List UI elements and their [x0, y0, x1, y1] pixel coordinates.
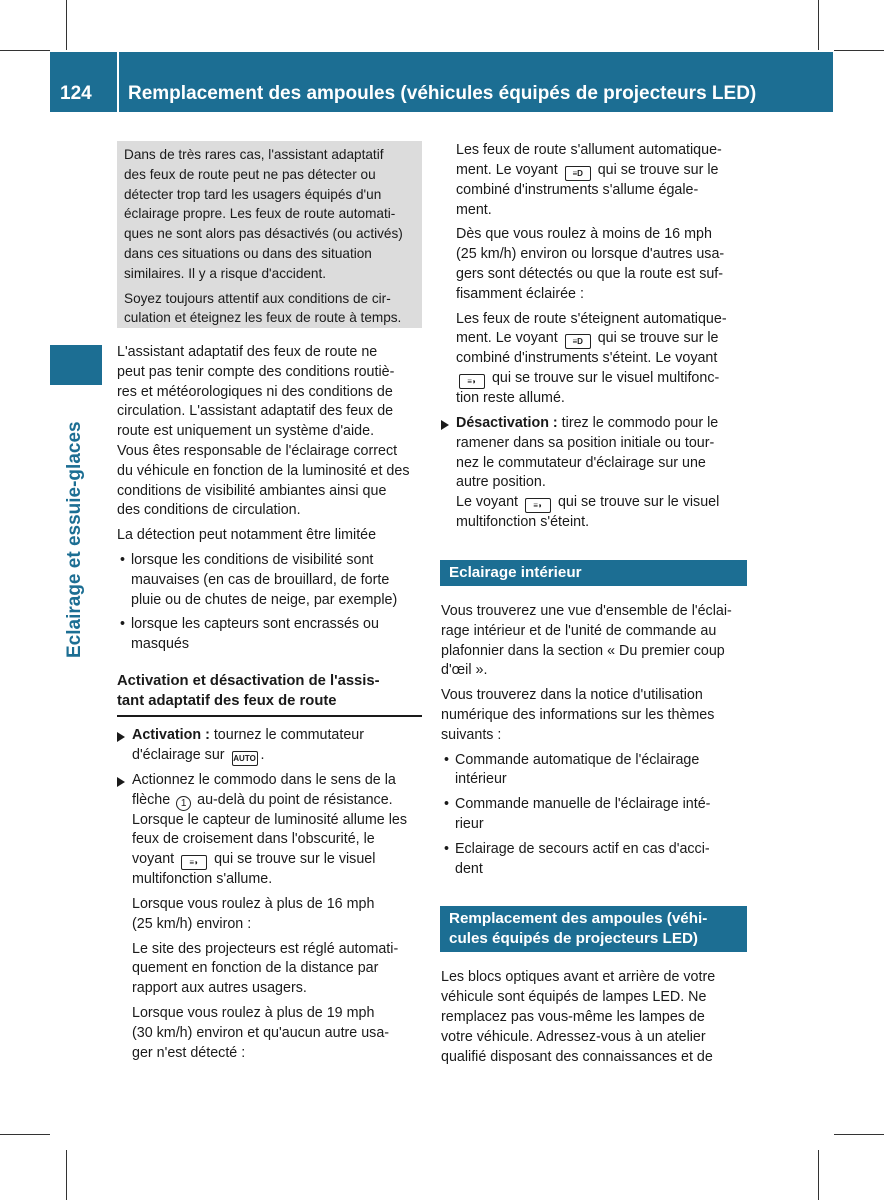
crop-mark — [834, 1134, 884, 1135]
crop-mark — [834, 50, 884, 51]
auto-symbol-icon: AUTO — [232, 751, 258, 766]
paragraph: Lorsque vous roulez à plus de 19 mph (30 km/h) environ et qu'aucun autre usa- ger n'est détecté : — [132, 1004, 390, 1061]
crop-mark — [0, 1134, 50, 1135]
warning-paragraph: Dans de très rares cas, l'assistant adaptatif des feux de route peut ne pas détecter ou détecter trop tard les usagers équipés d'un éclairage propre. Les feux de route automati- ques ne sont alors pas désactivés (ou activés) dans ces situations ou dans des situation similaires. Il y a risque d'accident. — [124, 147, 403, 281]
list-item: • Commande manuelle de l'éclairage inté- rieur — [441, 795, 747, 835]
headlamp-assist-indicator-icon: ≡◗ — [525, 498, 551, 513]
header-divider — [117, 52, 119, 112]
paragraph: L'assistant adaptatif des feux de route ne peut pas tenir compte des conditions routiè- res et météorologiques ni des conditions de circulation. L'assistant adaptatif des feux de route est uniquement un système d'aide. Vous êtes responsable de l'éclairage correct du véhicule en fonction de la luminosité et des conditions de visibilité ambiantes ainsi que des conditions de circulation. — [117, 344, 410, 519]
crop-mark — [818, 1150, 819, 1200]
paragraph: Les feux de route s'éteignent automatique- ment. Le voyant ≡D qui se trouve sur le combiné d'instruments s'éteint. Le voyant ≡◗ qui se trouve sur le visuel multifonc- tion reste allumé. — [456, 310, 727, 407]
instruction-step: Désactivation : tirez le commodo pour le ramener dans sa position initiale ou tour- nez le commutateur d'éclairage sur une autre position. Le voyant ≡◗ qui se trouve sur le visuel multifonction s'éteint. — [441, 414, 747, 533]
left-column — [117, 343, 422, 1063]
list-item: • lorsque les capteurs sont encrassés ou masqués — [117, 615, 422, 655]
high-beam-indicator-icon: ≡D — [565, 166, 591, 181]
section-subheading: Activation et désactivation de l'assis- tant adaptatif des feux de route — [117, 671, 422, 717]
paragraph: Les feux de route s'allument automatique- ment. Le voyant ≡D qui se trouve sur le combiné d'instruments s'allume égale- ment. — [456, 142, 722, 218]
crop-mark — [818, 0, 819, 50]
right-column — [441, 141, 747, 1067]
list-item: • lorsque les conditions de visibilité sont mauvaises (en cas de brouillard, de forte pluie ou de chutes de neige, par exemple) — [117, 551, 422, 610]
instruction-step: Actionnez le commodo dans le sens de la flèche 1 au-delà du point de résistance. Lorsque le capteur de luminosité allume les feux de croisement dans l'obscurité, le voyant ≡◗ qui se trouve sur le visuel multifonction s'allume. — [117, 771, 422, 890]
step-arrow-icon — [117, 732, 125, 742]
side-tab — [50, 345, 102, 385]
paragraph: La détection peut notamment être limitée — [117, 527, 377, 544]
headlamp-assist-indicator-icon: ≡◗ — [459, 374, 485, 389]
side-tab-label: Eclairage et essuie-glaces — [64, 421, 85, 658]
section-heading-interior: Eclairage intérieur — [440, 560, 747, 586]
page-title: Remplacement des ampoules (véhicules équipés de projecteurs LED) — [128, 83, 757, 104]
callout-number-icon: 1 — [176, 796, 191, 811]
warning-text — [124, 145, 419, 328]
paragraph: Le site des projecteurs est réglé automati- quement en fonction de la distance par rapport aux autres usagers. — [132, 940, 399, 997]
paragraph: Dès que vous roulez à moins de 16 mph (25 km/h) environ ou lorsque d'autres usa- gers sont détectés ou que la route est suf- fisamment éclairée : — [456, 226, 725, 302]
paragraph: Lorsque vous roulez à plus de 16 mph (25 km/h) environ : — [132, 895, 375, 932]
step-arrow-icon — [441, 420, 449, 430]
warning-paragraph: Soyez toujours attentif aux conditions de cir- culation et éteignez les feux de route à temps. — [124, 290, 402, 326]
high-beam-indicator-icon: ≡D — [565, 334, 591, 349]
page-number: 124 — [60, 83, 92, 104]
crop-mark — [66, 0, 67, 50]
list-item: • Commande automatique de l'éclairage intérieur — [441, 751, 747, 791]
headlamp-assist-indicator-icon: ≡◗ — [181, 855, 207, 870]
list-item: • Eclairage de secours actif en cas d'acci- dent — [441, 840, 747, 880]
paragraph: Les blocs optiques avant et arrière de votre véhicule sont équipés de lampes LED. Ne remplacez pas vous-même les lampes de votre véhicule. Adressez-vous à un atelier qualifié disposant des connaissances et de — [441, 969, 716, 1065]
crop-mark — [0, 50, 50, 51]
section-heading-led: Remplacement des ampoules (véhi- cules équipés de projecteurs LED) — [440, 906, 747, 952]
paragraph: Vous trouverez dans la notice d'utilisation numérique des informations sur les thèmes suivants : — [441, 687, 715, 743]
crop-mark — [66, 1150, 67, 1200]
step-arrow-icon — [117, 777, 125, 787]
instruction-step: Activation : tournez le commutateur d'éclairage sur AUTO . — [117, 726, 422, 766]
paragraph: Vous trouverez une vue d'ensemble de l'éclai- rage intérieur et de l'unité de commande au plafonnier dans la section « Du premier coup d'œil ». — [441, 602, 732, 679]
